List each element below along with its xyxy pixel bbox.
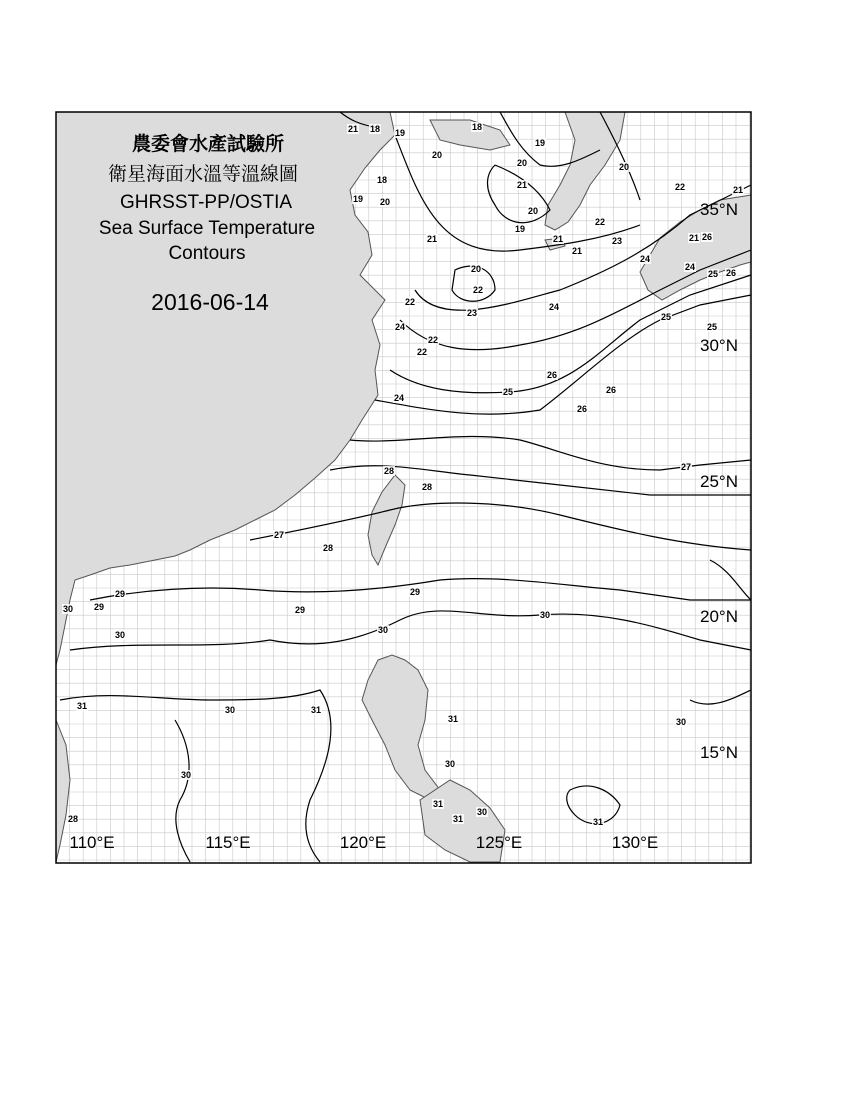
contour-label: 25: [660, 312, 672, 322]
contour-label: 28: [67, 814, 79, 824]
contour-label: 26: [725, 268, 737, 278]
contour-label: 27: [680, 462, 692, 472]
lon-label: 115°E: [205, 833, 251, 852]
lon-label: 130°E: [611, 833, 659, 852]
contour-label: 26: [605, 385, 617, 395]
contour-label: 31: [452, 814, 464, 824]
contour-label: 27: [273, 530, 285, 540]
contour-label: 22: [594, 217, 606, 227]
contour-label: 25: [706, 322, 718, 332]
contour-label: 31: [310, 705, 322, 715]
contour-label: 21: [571, 246, 583, 256]
contour-label: 19: [534, 138, 546, 148]
contour-label: 22: [427, 335, 439, 345]
contour-label: 20: [470, 264, 482, 274]
lat-label: 30°N: [700, 336, 738, 355]
contour-label: 18: [369, 124, 381, 134]
contour-label: 20: [379, 197, 391, 207]
contour-label: 31: [447, 714, 459, 724]
contour-label: 21: [426, 234, 438, 244]
contour-label: 21: [688, 233, 700, 243]
contour-label: 29: [294, 605, 306, 615]
lon-label: 120°E: [339, 833, 387, 852]
lat-label: 35°N: [700, 200, 738, 219]
contour-label: 18: [471, 122, 483, 132]
contour-label: 20: [431, 150, 443, 160]
contour-label: 31: [592, 817, 604, 827]
contour-label: 30: [476, 807, 488, 817]
contour-label: 20: [527, 206, 539, 216]
contour-label: 24: [393, 393, 405, 403]
contour-label: 30: [224, 705, 236, 715]
contour-label: 21: [516, 180, 528, 190]
contour-label: 22: [416, 347, 428, 357]
contour-label: 24: [684, 262, 696, 272]
title-line-2: 衛星海面水溫等溫線圖: [107, 164, 299, 185]
contour-label: 24: [639, 254, 651, 264]
lon-label: 110°E: [69, 833, 115, 852]
title-line-4: Sea Surface Temperature: [98, 218, 316, 239]
contour-label: 22: [674, 182, 686, 192]
contour-label: 19: [514, 224, 526, 234]
contour-label: 30: [62, 604, 74, 614]
title-line-1: 農委會水產試驗所: [131, 134, 285, 155]
contour-label: 25: [502, 387, 514, 397]
title-line-3: GHRSST-PP/OSTIA: [119, 192, 293, 213]
contour-label: 21: [347, 124, 359, 134]
contour-label: 21: [552, 234, 564, 244]
map-date: 2016-06-14: [151, 289, 269, 315]
contour-label: 23: [466, 308, 478, 318]
contour-label: 20: [516, 158, 528, 168]
lat-label: 25°N: [700, 472, 738, 491]
contour-label: 30: [180, 770, 192, 780]
contour-label: 31: [432, 799, 444, 809]
title-line-5: Contours: [168, 243, 246, 264]
contour-label: 29: [409, 587, 421, 597]
contour-label: 25: [707, 269, 719, 279]
contour-label: 26: [576, 404, 588, 414]
contour-label: 29: [93, 602, 105, 612]
contour-label: 30: [675, 717, 687, 727]
contour-label: 26: [546, 370, 558, 380]
contour-label: 24: [548, 302, 560, 312]
contour-label: 28: [322, 543, 334, 553]
lon-label: 125°E: [475, 833, 523, 852]
lat-label: 15°N: [700, 743, 738, 762]
contour-label: 20: [618, 162, 630, 172]
contour-label: 24: [394, 322, 406, 332]
contour-label: 19: [394, 128, 406, 138]
contour-label: 29: [114, 589, 126, 599]
contour-label: 18: [376, 175, 388, 185]
contour-label: 30: [377, 625, 389, 635]
contour-label: 28: [383, 466, 395, 476]
contour-label: 28: [421, 482, 433, 492]
contour-label: 21: [732, 185, 744, 195]
contour-label: 30: [114, 630, 126, 640]
contour-label: 30: [444, 759, 456, 769]
contour-label: 31: [76, 701, 88, 711]
contour-label: 19: [352, 194, 364, 204]
contour-label: 22: [472, 285, 484, 295]
contour-label: 22: [404, 297, 416, 307]
contour-label: 30: [539, 610, 551, 620]
contour-label: 26: [701, 232, 713, 242]
contour-label: 23: [611, 236, 623, 246]
lat-label: 20°N: [700, 607, 738, 626]
